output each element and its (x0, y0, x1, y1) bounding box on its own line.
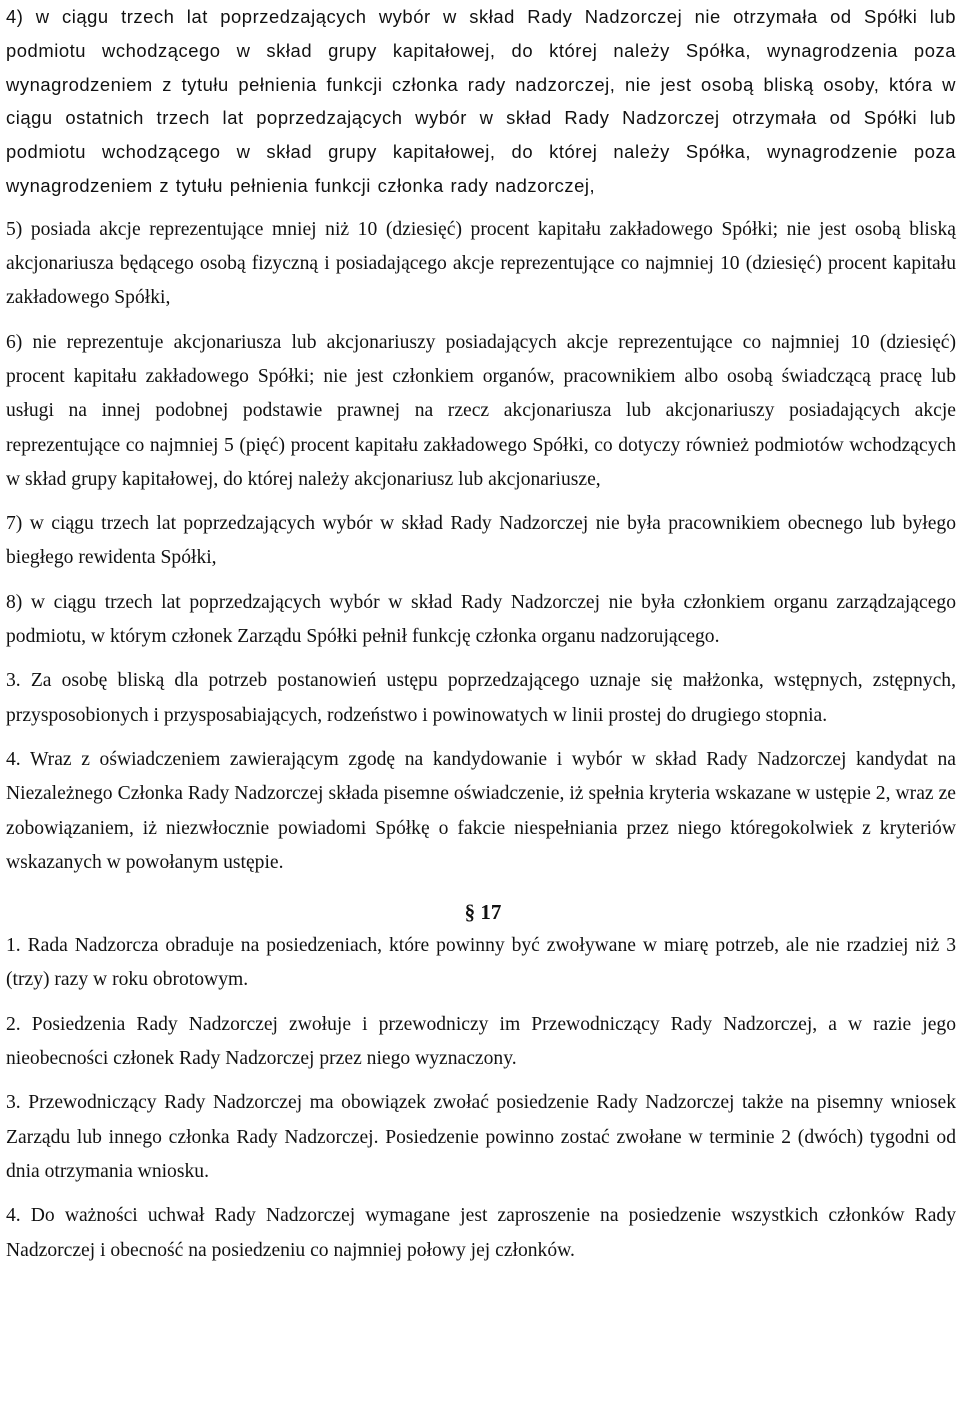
paragraph-clause-3: 3. Za osobę bliską dla potrzeb postanowień ustępu poprzedzającego uznaje się małżonka, wstępnych, zstępnych, przysposobionych i przysposabiających, rodzeństwo i powinowatych w linii prostej do drugiego stopnia. (6, 670, 956, 726)
section-paragraph-4: 4. Do ważności uchwał Rady Nadzorczej wymagane jest zaproszenie na posiedzenie wszystkich członków Rady Nadzorczej i obecność na posiedzeniu co najmniej połowy jej członków. (6, 1205, 956, 1261)
paragraph-criterion-5: 5) posiada akcje reprezentujące mniej niż 10 (dziesięć) procent kapitału zakładowego Spółki; nie jest osobą bliską akcjonariusza będącego osobą fizyczną i posiadającego akcje reprezentujące co najmniej 10 (dziesięć) procent kapitału zakładowego Spółki, (6, 218, 956, 309)
paragraph-criterion-7: 7) w ciągu trzech lat poprzedzających wybór w skład Rady Nadzorczej nie była pracownikiem obecnego lub byłego biegłego rewidenta Spółki, (6, 513, 956, 569)
paragraph-criterion-8: 8) w ciągu trzech lat poprzedzających wybór w skład Rady Nadzorczej nie była członkiem organu zarządzającego podmiotu, w którym członek Zarządu Spółki pełnił funkcję członka organu nadzorującego. (6, 591, 956, 648)
paragraph-clause-4: 4. Wraz z oświadczeniem zawierającym zgodę na kandydowanie i wybór w skład Rady Nadzorczej kandydat na Niezależnego Członka Rady Nadzorczej składa pisemne oświadczenie, iż spełnia kryteria wskazane w ustępie 2, wraz ze zobowiązaniem, iż niezwłocznie powiadomi Spółkę o fakcie niespełniania przez niego któregokolwiek z kryteriów wskazanych w powołanym ustępie. (6, 748, 956, 873)
section-paragraph-2: 2. Posiedzenia Rady Nadzorczej zwołuje i przewodniczy im Przewodniczący Rady Nadzorczej, a w razie jego nieobecności członek Rady Nadzorczej przez niego wyznaczony. (6, 1013, 956, 1070)
paragraph-criterion-4: 4) w ciągu trzech lat poprzedzających wybór w skład Rady Nadzorczej nie otrzymała od Spółki lub podmiotu wchodzącego w skład grupy kapitałowej, do której należy Spółka, wynagrodzenia poza wynagrodzeniem z tytułu pełnienia funkcji członka rady nadzorczej, nie jest osobą bliską osoby, która w ciągu ostatnich trzech lat poprzedzających wybór w skład Rady Nadzorczej otrzymała od Spółki lub podmiotu wchodzącego w skład grupy kapitałowej, do której należy Spółka, wynagrodzenie poza wynagrodzeniem z tytułu pełnienia funkcji członka rady nadzorczej, (6, 6, 956, 196)
paragraph-criterion-6: 6) nie reprezentuje akcjonariusza lub akcjonariuszy posiadających akcje reprezentujące co najmniej 10 (dziesięć) procent kapitału zakładowego Spółki; nie jest członkiem organów, pracownikiem albo osobą świadczącą pracę lub usługi na innej podobnej podstawie prawnej na rzecz akcjonariusza lub akcjonariuszy posiadających akcje reprezentujące co najmniej 5 (pięć) procent kapitału zakładowego Spółki, co dotyczy również podmiotów wchodzących w skład grupy kapitałowej, do której należy akcjonariusz lub akcjonariusze, (6, 331, 956, 490)
section-paragraph-1: 1. Rada Nadzorcza obraduje na posiedzeniach, które powinny być zwoływane w miarę potrzeb, ale nie rzadziej niż 3 (trzy) razy w roku obrotowym. (6, 935, 956, 991)
section-heading: § 17 (464, 900, 502, 925)
document-page (6, 0, 956, 1268)
section-paragraph-3: 3. Przewodniczący Rady Nadzorczej ma obowiązek zwołać posiedzenie Rady Nadzorczej także na pisemny wniosek Zarządu lub innego członka Rady Nadzorczej. Posiedzenie powinno zostać zwołane w terminie 2 (dwóch) tygodni od dnia otrzymania wniosku. (6, 1092, 956, 1182)
